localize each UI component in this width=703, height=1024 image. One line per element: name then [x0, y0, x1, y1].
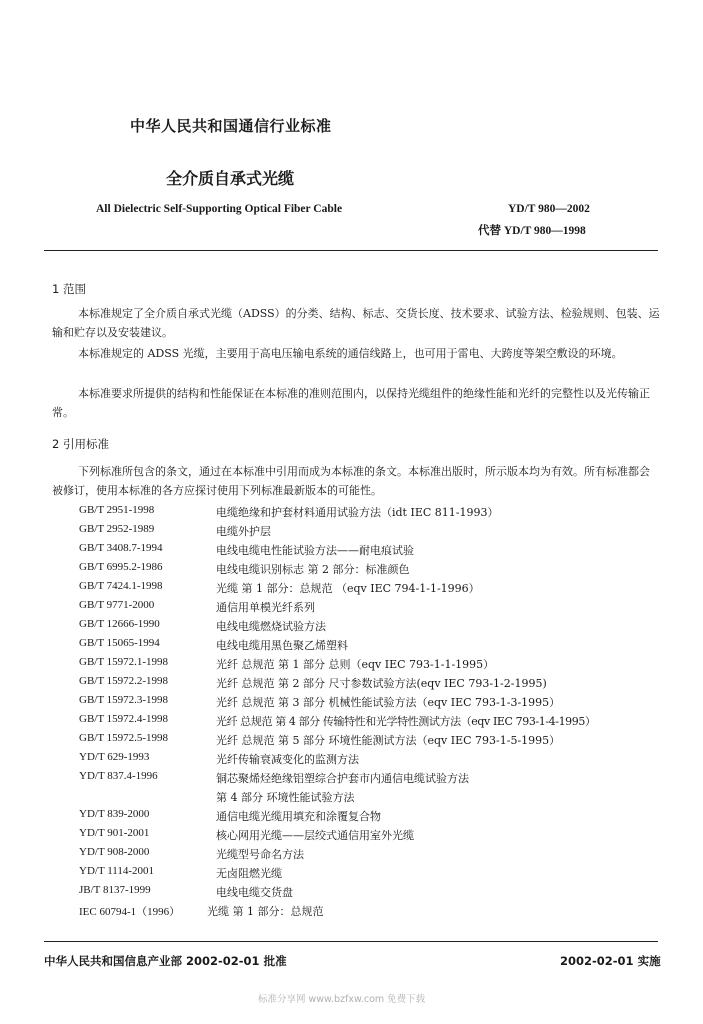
- reference-title: 无卤阻燃光缆: [216, 867, 282, 880]
- scope-paragraph-2: 本标准规定的 ADSS 光缆，主要用于高电压输电系统的通信线路上，也可用于雷电、大跨度等架空敷设的环境。: [78, 347, 623, 360]
- reference-code: GB/T 15065-1994: [79, 637, 160, 649]
- section-1-heading: 1 范围: [52, 282, 86, 296]
- reference-code: YD/T 837.4-1996: [79, 770, 158, 782]
- reference-code: GB/T 2951-1998: [79, 504, 155, 516]
- standard-number: YD/T 980—2002: [508, 203, 590, 215]
- section-2-heading: 2 引用标准: [52, 437, 109, 451]
- reference-title: 第 4 部分 环境性能试验方法: [216, 791, 355, 804]
- reference-code: GB/T 12666-1990: [79, 618, 160, 630]
- reference-code: YD/T 1114-2001: [79, 865, 155, 877]
- reference-title: 电线电缆用黑色聚乙烯塑料: [216, 639, 348, 652]
- references-intro: 下列标准所包含的条文，通过在本标准中引用而成为本标准的条文。本标准出版时，所示版本均为有效。所有标准都会被修订，使用本标准的各方应探讨使用下列标准最新版本的可能性。: [52, 465, 650, 497]
- reference-title: 通信电缆光缆用填充和涂覆复合物: [216, 810, 381, 823]
- scope-paragraph-1: 本标准规定了全介质自承式光缆（ADSS）的分类、结构、标志、交货长度、技术要求、试验方法、检验规则、包装、运输和贮存以及安装建议。: [52, 307, 660, 339]
- reference-code: JB/T 8137-1999: [79, 884, 151, 896]
- scope-paragraph-3: 本标准要求所提供的结构和性能保证在本标准的准则范围内，以保持光缆组件的绝缘性能和光纤的完整性以及光传输正常。: [52, 387, 650, 419]
- approval-line: 中华人民共和国信息产业部 2002-02-01 批准: [44, 954, 287, 968]
- reference-code: GB/T 15972.2-1998: [79, 675, 169, 687]
- issuing-body-heading: 中华人民共和国通信行业标准: [130, 117, 332, 135]
- reference-title: 通信用单模光纤系列: [216, 601, 315, 614]
- reference-code: YD/T 629-1993: [79, 751, 150, 763]
- reference-code: GB/T 3408.7-1994: [79, 542, 163, 554]
- reference-title: 铜芯聚烯烃绝缘铝塑综合护套市内通信电缆试验方法: [216, 772, 469, 785]
- reference-title: 光缆 第 1 部分：总规范 （eqv IEC 794-1-1-1996）: [216, 582, 480, 595]
- reference-code: GB/T 15972.5-1998: [79, 732, 169, 744]
- reference-title: 光纤 总规范 第 5 部分 环境性能测试方法（eqv IEC 793-1-5-1995）: [216, 734, 561, 747]
- header-divider: [44, 250, 658, 251]
- reference-code: GB/T 15972.4-1998: [79, 713, 169, 725]
- reference-title: 电线电缆识别标志 第 2 部分：标准颜色: [216, 563, 410, 576]
- reference-code: GB/T 6995.2-1986: [79, 561, 163, 573]
- reference-title: 电线电缆交货盘: [216, 886, 293, 899]
- reference-title: 光纤 总规范 第 4 部分 传输特性和光学特性测试方法（eqv IEC 793-1-4-1995）: [216, 715, 596, 728]
- document-title-en: All Dielectric Self-Supporting Optical Fiber Cable: [96, 203, 343, 215]
- footer-divider: [44, 941, 658, 942]
- reference-code: GB/T 15972.3-1998: [79, 694, 169, 706]
- reference-title: 光纤传输衰减变化的监测方法: [216, 753, 359, 766]
- reference-code: GB/T 7424.1-1998: [79, 580, 163, 592]
- document-title-cn: 全介质自承式光缆: [166, 169, 295, 188]
- reference-code: GB/T 15972.1-1998: [79, 656, 169, 668]
- reference-title: 光纤 总规范 第 2 部分 尺寸参数试验方法(eqv IEC 793-1-2-1995): [216, 677, 547, 690]
- reference-title: 光纤 总规范 第 1 部分 总则（eqv IEC 793-1-1-1995）: [216, 658, 495, 671]
- reference-code: YD/T 908-2000: [79, 846, 150, 858]
- reference-title: 电缆外护层: [216, 525, 271, 538]
- reference-title: 光缆型号命名方法: [216, 848, 304, 861]
- reference-title: 光纤 总规范 第 3 部分 机械性能试验方法（eqv IEC 793-1-3-1995）: [216, 696, 561, 709]
- reference-code: GB/T 9771-2000: [79, 599, 155, 611]
- reference-title: 核心网用光缆——层绞式通信用室外光缆: [216, 829, 414, 842]
- watermark-text: 标准分享网 www.bzfxw.com 免费下载: [258, 994, 426, 1005]
- reference-code: YD/T 839-2000: [79, 808, 150, 820]
- reference-title: 电线电缆电性能试验方法——耐电痕试验: [216, 544, 414, 557]
- effective-date: 2002-02-01 实施: [560, 954, 661, 968]
- reference-code: YD/T 901-2001: [79, 827, 150, 839]
- reference-title: 光缆 第 1 部分：总规范: [207, 905, 324, 918]
- reference-code: IEC 60794-1（1996）: [79, 906, 181, 918]
- reference-title: 电线电缆燃烧试验方法: [216, 620, 326, 633]
- reference-title: 电缆绝缘和护套材料通用试验方法（idt IEC 811-1993）: [216, 506, 499, 519]
- reference-code: GB/T 2952-1989: [79, 523, 155, 535]
- replaces-standard: 代替 YD/T 980—1998: [478, 225, 586, 237]
